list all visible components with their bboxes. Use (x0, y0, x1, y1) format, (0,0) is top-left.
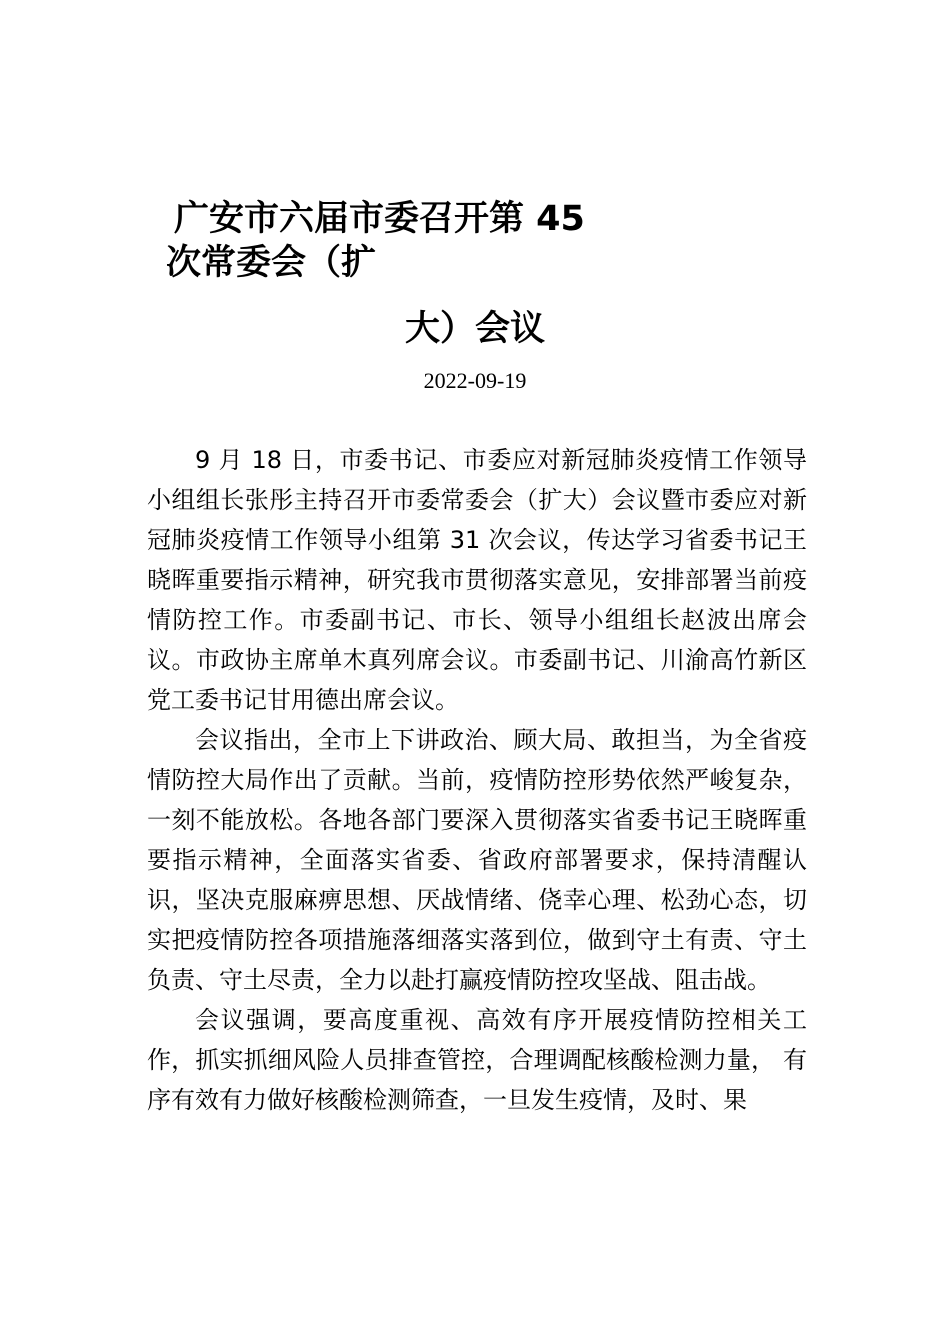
article-body (147, 440, 807, 1120)
paragraph-1: 9 月 18 日，市委书记、市委应对新冠肺炎疫情工作领导小组组长张彤主持召开市委常委会（扩大）会议暨市委应对新冠肺炎疫情工作领导小组第 31 次会议，传达学习省委书记王晓晖重要指示精神，研究我市贯彻落实意见，安排部署当前疫情防控工作。市委副书记、市长、领导小组组长赵波出席会议。市政协主席单木真列席会议。市委副书记、川渝高竹新区党工委书记甘用德出席会议。 (147, 446, 807, 714)
title-line-1: 广安市六届市委召开第 45 (174, 199, 585, 239)
title-line-3: 大）会议 (404, 309, 545, 349)
publish-date: 2022-09-19 (423, 368, 527, 393)
paragraph-3: 会议强调，要高度重视、高效有序开展疫情防控相关工作，抓实抓细风险人员排查管控，合理调配核酸检测力量， 有序有效有力做好核酸检测筛查，一旦发生疫情，及时、果 (147, 1006, 807, 1114)
paragraph-2: 会议指出，全市上下讲政治、顾大局、敢担当，为全省疫情防控大局作出了贡献。当前，疫情防控形势依然严峻复杂，一刻不能放松。各地各部门要深入贯彻落实省委书记王晓晖重要指示精神，全面落实省委、省政府部署要求，保持清醒认识，坚决克服麻痹思想、厌战情绪、侥幸心理、松劲心态，切实把疫情防控各项措施落细落实落到位，做到守土有责、守土负责、守土尽责，全力以赴打赢疫情防控攻坚战、阻击战。 (147, 726, 807, 994)
title-line-2: 次常委会（扩 (166, 243, 377, 283)
